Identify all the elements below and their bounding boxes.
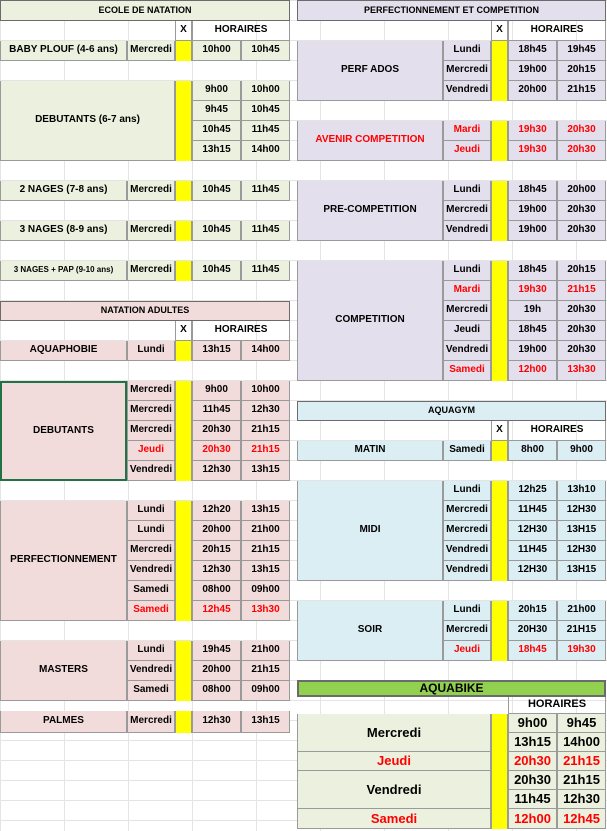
perf-ados-start: 20h00: [508, 81, 557, 101]
pre-competition-start: 18h45: [508, 181, 557, 201]
masters-end: 21h00: [241, 641, 290, 661]
pre-competition-name: PRE-COMPETITION: [297, 181, 443, 241]
trois-nages-pap-end: 11h45: [241, 261, 290, 281]
aquagym-matin-start: 8h00: [508, 441, 557, 461]
pre-competition-day: Vendredi: [443, 221, 491, 241]
adultes-debutants-day: Mercredi: [127, 421, 175, 441]
competition-day: Vendredi: [443, 341, 491, 361]
adultes-debutants-day: Mercredi: [127, 401, 175, 421]
competition-day: Mardi: [443, 281, 491, 301]
aquagym-matin-end: 9h00: [557, 441, 606, 461]
ecole-debutants-end: 10h45: [241, 101, 290, 121]
ecole-debutants-start: 9h45: [192, 101, 241, 121]
ecole-section: [0, 0, 290, 282]
ecole-horaires-label: HORAIRES: [192, 21, 290, 41]
aquabike-vendredi-end: 12h30: [557, 790, 606, 809]
adultes-debutants-day: Mercredi: [127, 381, 175, 401]
aquagym-midi-check[interactable]: [491, 481, 508, 581]
perfectionnement-end: 09h00: [241, 581, 290, 601]
aquagym-midi-start: 12H30: [508, 561, 557, 581]
perfectionnement-day: Samedi: [127, 601, 175, 621]
palmes-name: PALMES: [0, 711, 127, 733]
aquagym-x-label: X: [491, 421, 508, 441]
perf-ados-start: 18h45: [508, 41, 557, 61]
adultes-debutants-start: 11h45: [192, 401, 241, 421]
perf-ados-name: PERF ADOS: [297, 41, 443, 101]
deux-nages-name: 2 NAGES (7-8 ans): [0, 181, 127, 201]
competition-end: 20h30: [557, 301, 606, 321]
aquabike-vendredi-check[interactable]: [491, 771, 508, 809]
perf-ados-end: 19h45: [557, 41, 606, 61]
ecole-debutants-name: DEBUTANTS (6-7 ans): [0, 81, 175, 161]
perf-ados-end: 21h15: [557, 81, 606, 101]
aquaphobie-check[interactable]: [175, 341, 192, 361]
deux-nages-day: Mercredi: [127, 181, 175, 201]
trois-nages-pap-start: 10h45: [192, 261, 241, 281]
pre-competition-start: 19h00: [508, 221, 557, 241]
aquabike-jeudi-end: 21h15: [557, 752, 606, 771]
ecole-debutants-start: 10h45: [192, 121, 241, 141]
aquagym-soir-end: 21h00: [557, 601, 606, 621]
aquagym-soir-day: Lundi: [443, 601, 491, 621]
adultes-debutants-end: 10h00: [241, 381, 290, 401]
competition-end: 13h30: [557, 361, 606, 381]
perfectionnement-end: 13h15: [241, 501, 290, 521]
aquagym-midi-end: 13h10: [557, 481, 606, 501]
aquagym-midi-day: Mercredi: [443, 501, 491, 521]
ecole-debutants-check[interactable]: [175, 81, 192, 161]
palmes-check[interactable]: [175, 711, 192, 733]
aquagym-soir-start: 18h45: [508, 641, 557, 661]
trois-nages-day: Mercredi: [127, 221, 175, 241]
adultes-debutants-day: Vendredi: [127, 461, 175, 481]
competition-check[interactable]: [491, 261, 508, 381]
masters-check[interactable]: [175, 641, 192, 701]
perf-ados-check[interactable]: [491, 41, 508, 101]
adultes-debutants-start: 20h30: [192, 421, 241, 441]
perf-title: PERFECTIONNEMENT ET COMPETITION: [297, 0, 606, 21]
competition-start: 18h45: [508, 321, 557, 341]
masters-day: Samedi: [127, 681, 175, 701]
aquabike-jeudi-start: 20h30: [508, 752, 557, 771]
aquabike-mercredi-start: 13h15: [508, 733, 557, 752]
aquagym-midi-start: 11H45: [508, 541, 557, 561]
aquagym-midi-start: 11H45: [508, 501, 557, 521]
aquagym-midi-day: Vendredi: [443, 561, 491, 581]
aquagym-midi-day: Vendredi: [443, 541, 491, 561]
trois-nages-pap-name: 3 NAGES + PAP (9-10 ans): [0, 261, 127, 281]
aquabike-horaires-label: HORAIRES: [508, 697, 606, 714]
competition-end: 20h30: [557, 341, 606, 361]
perfectionnement-day: Vendredi: [127, 561, 175, 581]
aquabike-samedi-name: Samedi: [297, 809, 491, 829]
aquabike-vendredi-name: Vendredi: [297, 771, 491, 809]
aquagym-matin-name: MATIN: [297, 441, 443, 461]
masters-start: 20h00: [192, 661, 241, 681]
aquagym-midi-start: 12H30: [508, 521, 557, 541]
pre-competition-end: 20h00: [557, 181, 606, 201]
competition-day: Mercredi: [443, 301, 491, 321]
avenir-competition-name: AVENIR COMPETITION: [297, 121, 443, 161]
trois-nages-start: 10h45: [192, 221, 241, 241]
competition-end: 20h30: [557, 321, 606, 341]
perfectionnement-end: 21h00: [241, 521, 290, 541]
perfectionnement-day: Lundi: [127, 501, 175, 521]
aquaphobie-start: 13h15: [192, 341, 241, 361]
aquabike-samedi-start: 12h00: [508, 809, 557, 829]
adultes-debutants-end: 12h30: [241, 401, 290, 421]
pre-competition-check[interactable]: [491, 181, 508, 241]
competition-end: 21h15: [557, 281, 606, 301]
aquagym-soir-check[interactable]: [491, 601, 508, 661]
aquagym-soir-end: 19h30: [557, 641, 606, 661]
pre-competition-end: 20h30: [557, 221, 606, 241]
aquagym-midi-day: Lundi: [443, 481, 491, 501]
perfectionnement-start: 12h20: [192, 501, 241, 521]
masters-end: 21h15: [241, 661, 290, 681]
baby-plouf-start: 10h00: [192, 41, 241, 61]
baby-plouf-check[interactable]: [175, 41, 192, 61]
masters-end: 09h00: [241, 681, 290, 701]
adultes-x-label: X: [175, 321, 192, 341]
competition-start: 12h00: [508, 361, 557, 381]
perfectionnement-start: 08h00: [192, 581, 241, 601]
perf-horaires-label: HORAIRES: [508, 21, 606, 41]
adultes-debutants-end: 21h15: [241, 421, 290, 441]
ecole-x-label: X: [175, 21, 192, 41]
perf-ados-start: 19h00: [508, 61, 557, 81]
trois-nages-pap-check[interactable]: [175, 261, 192, 281]
perfectionnement-day: Samedi: [127, 581, 175, 601]
aquagym-midi-end: 13H15: [557, 521, 606, 541]
pre-competition-start: 19h00: [508, 201, 557, 221]
adultes-horaires-label: HORAIRES: [192, 321, 290, 341]
aquagym-midi-end: 13H15: [557, 561, 606, 581]
aquagym-midi-day: Mercredi: [443, 521, 491, 541]
aquagym-soir-start: 20H30: [508, 621, 557, 641]
ecole-debutants-end: 14h00: [241, 141, 290, 161]
perfectionnement-end: 13h30: [241, 601, 290, 621]
aquagym-soir-end: 21H15: [557, 621, 606, 641]
aquabike-mercredi-end: 14h00: [557, 733, 606, 752]
aquabike-title: AQUABIKE: [297, 680, 606, 697]
avenir-competition-start: 19h30: [508, 121, 557, 141]
palmes-start: 12h30: [192, 711, 241, 733]
aquabike-mercredi-check[interactable]: [491, 714, 508, 752]
trois-nages-check[interactable]: [175, 221, 192, 241]
aquagym-midi-end: 12H30: [557, 541, 606, 561]
perf-ados-day: Lundi: [443, 41, 491, 61]
adultes-debutants-check[interactable]: [175, 381, 192, 481]
avenir-competition-start: 19h30: [508, 141, 557, 161]
adultes-debutants-end: 13h15: [241, 461, 290, 481]
ecole-debutants-end: 10h00: [241, 81, 290, 101]
competition-start: 19h: [508, 301, 557, 321]
deux-nages-check[interactable]: [175, 181, 192, 201]
masters-start: 08h00: [192, 681, 241, 701]
aquagym-soir-day: Mercredi: [443, 621, 491, 641]
perfectionnement-check[interactable]: [175, 501, 192, 621]
perfectionnement-name: PERFECTIONNEMENT: [0, 501, 127, 621]
aquaphobie-end: 14h00: [241, 341, 290, 361]
perf-x-label: X: [491, 21, 508, 41]
perfectionnement-day: Mercredi: [127, 541, 175, 561]
masters-day: Vendredi: [127, 661, 175, 681]
competition-start: 19h00: [508, 341, 557, 361]
adultes-debutants-start: 9h00: [192, 381, 241, 401]
baby-plouf-day: Mercredi: [127, 41, 175, 61]
perfectionnement-end: 21h15: [241, 541, 290, 561]
aquagym-soir-day: Jeudi: [443, 641, 491, 661]
aquaphobie-day: Lundi: [127, 341, 175, 361]
competition-day: Samedi: [443, 361, 491, 381]
adultes-debutants-end: 21h15: [241, 441, 290, 461]
perfectionnement-day: Lundi: [127, 521, 175, 541]
competition-name: COMPETITION: [297, 261, 443, 381]
trois-nages-pap-day: Mercredi: [127, 261, 175, 281]
adultes-title: NATATION ADULTES: [0, 301, 290, 321]
aquabike-mercredi-name: Mercredi: [297, 714, 491, 752]
aquagym-title: AQUAGYM: [297, 401, 606, 421]
competition-end: 20h15: [557, 261, 606, 281]
pre-competition-end: 20h30: [557, 201, 606, 221]
aquabike-samedi-end: 12h45: [557, 809, 606, 829]
adultes-debutants-start: 20h30: [192, 441, 241, 461]
avenir-competition-day: Mardi: [443, 121, 491, 141]
aquagym-midi-start: 12h25: [508, 481, 557, 501]
perf-ados-day: Mercredi: [443, 61, 491, 81]
aquagym-matin-check[interactable]: [491, 441, 508, 461]
aquaphobie-name: AQUAPHOBIE: [0, 341, 127, 361]
avenir-competition-check[interactable]: [491, 121, 508, 161]
adultes-debutants-name[interactable]: DEBUTANTS: [0, 381, 127, 481]
perfectionnement-start: 12h45: [192, 601, 241, 621]
palmes-end: 13h15: [241, 711, 290, 733]
aquabike-vendredi-start: 20h30: [508, 771, 557, 790]
aquabike-mercredi-start: 9h00: [508, 714, 557, 733]
adultes-debutants-start: 12h30: [192, 461, 241, 481]
perf-ados-day: Vendredi: [443, 81, 491, 101]
pre-competition-day: Lundi: [443, 181, 491, 201]
aquabike-samedi-check[interactable]: [491, 809, 508, 829]
aquagym-midi-end: 12H30: [557, 501, 606, 521]
aquabike-vendredi-end: 21h15: [557, 771, 606, 790]
ecole-debutants-start: 9h00: [192, 81, 241, 101]
perfectionnement-start: 20h00: [192, 521, 241, 541]
masters-start: 19h45: [192, 641, 241, 661]
perfectionnement-end: 13h15: [241, 561, 290, 581]
baby-plouf-name: BABY PLOUF (4-6 ans): [0, 41, 127, 61]
ecole-debutants-end: 11h45: [241, 121, 290, 141]
palmes-day: Mercredi: [127, 711, 175, 733]
avenir-competition-end: 20h30: [557, 121, 606, 141]
competition-start: 18h45: [508, 261, 557, 281]
competition-day: Lundi: [443, 261, 491, 281]
trois-nages-name: 3 NAGES (8-9 ans): [0, 221, 127, 241]
aquabike-jeudi-check[interactable]: [491, 752, 508, 771]
deux-nages-start: 10h45: [192, 181, 241, 201]
perf-ados-end: 20h15: [557, 61, 606, 81]
competition-day: Jeudi: [443, 321, 491, 341]
aquabike-vendredi-start: 11h45: [508, 790, 557, 809]
perfectionnement-start: 20h15: [192, 541, 241, 561]
ecole-title: ECOLE DE NATATION: [0, 0, 290, 21]
aquagym-midi-name: MIDI: [297, 481, 443, 581]
aquagym-matin-day: Samedi: [443, 441, 491, 461]
deux-nages-end: 11h45: [241, 181, 290, 201]
avenir-competition-end: 20h30: [557, 141, 606, 161]
aquabike-mercredi-end: 9h45: [557, 714, 606, 733]
competition-start: 19h30: [508, 281, 557, 301]
perfectionnement-start: 12h30: [192, 561, 241, 581]
masters-name: MASTERS: [0, 641, 127, 701]
avenir-competition-day: Jeudi: [443, 141, 491, 161]
aquabike-jeudi-name: Jeudi: [297, 752, 491, 771]
aquagym-soir-start: 20h15: [508, 601, 557, 621]
trois-nages-end: 11h45: [241, 221, 290, 241]
adultes-debutants-day: Jeudi: [127, 441, 175, 461]
baby-plouf-end: 10h45: [241, 41, 290, 61]
masters-day: Lundi: [127, 641, 175, 661]
aquagym-horaires-label: HORAIRES: [508, 421, 606, 441]
ecole-debutants-start: 13h15: [192, 141, 241, 161]
pre-competition-day: Mercredi: [443, 201, 491, 221]
aquagym-soir-name: SOIR: [297, 601, 443, 661]
